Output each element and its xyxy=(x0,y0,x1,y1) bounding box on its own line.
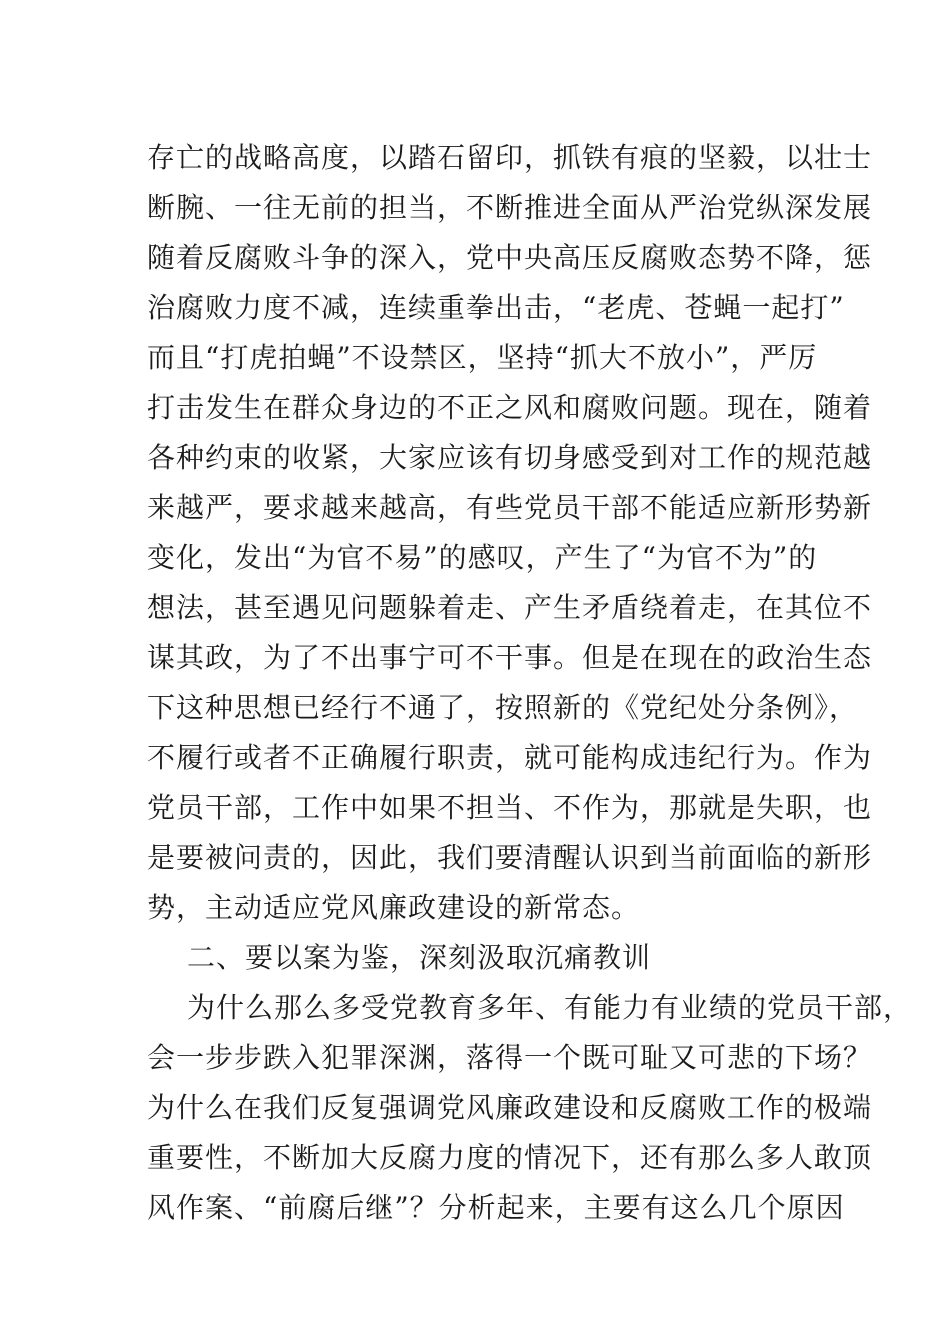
text-line: 来越严，要求越来越高，有些党员干部不能适应新形势新 xyxy=(147,491,873,524)
text-line: 重要性，不断加大反腐力度的情况下，还有那么多人敢顶 xyxy=(147,1141,873,1174)
text-line: 为什么那么多受党教育多年、有能力有业绩的党员干部， xyxy=(187,991,913,1024)
text-line: 下这种思想已经行不通了，按照新的《党纪处分条例》， xyxy=(147,691,859,724)
text-line: 而且“打虎拍蝇”不设禁区，坚持“抓大不放小”，严厉 xyxy=(147,341,818,374)
text-line: 会一步步跌入犯罪深渊，落得一个既可耻又可悲的下场？ xyxy=(147,1041,873,1074)
text-line: 势，主动适应党风廉政建设的新常态。 xyxy=(147,891,641,924)
text-line: 为什么在我们反复强调党风廉政建设和反腐败工作的极端 xyxy=(147,1091,873,1124)
text-line: 打击发生在群众身边的不正之风和腐败问题。现在，随着 xyxy=(147,391,873,424)
text-line: 想法，甚至遇见问题躲着走、产生矛盾绕着走，在其位不 xyxy=(147,591,873,624)
text-line: 变化，发出“为官不易”的感叹，产生了“为官不为”的 xyxy=(147,541,818,574)
text-line: 治腐败力度不减，连续重拳出击，“老虎、苍蝇一起打” xyxy=(147,291,845,324)
text-line: 存亡的战略高度，以踏石留印，抓铁有痕的坚毅，以壮士 xyxy=(147,141,873,174)
text-line: 各种约束的收紧，大家应该有切身感受到对工作的规范越 xyxy=(147,441,873,474)
text-line: 谋其政，为了不出事宁可不干事。但是在现在的政治生态 xyxy=(147,641,873,674)
body-text xyxy=(147,133,913,1233)
text-line: 随着反腐败斗争的深入，党中央高压反腐败态势不降，惩 xyxy=(147,241,873,274)
text-line: 断腕、一往无前的担当，不断推进全面从严治党纵深发展 xyxy=(147,191,873,224)
text-line: 党员干部，工作中如果不担当、不作为，那就是失职，也 xyxy=(147,791,873,824)
text-line: 不履行或者不正确履行职责，就可能构成违纪行为。作为 xyxy=(147,741,873,774)
section-heading: 二、要以案为鉴，深刻汲取沉痛教训 xyxy=(187,941,652,974)
text-line: 风作案、“前腐后继”？分析起来，主要有这么几个原因 xyxy=(147,1191,845,1224)
text-line: 是要被问责的，因此，我们要清醒认识到当前面临的新形 xyxy=(147,841,873,874)
